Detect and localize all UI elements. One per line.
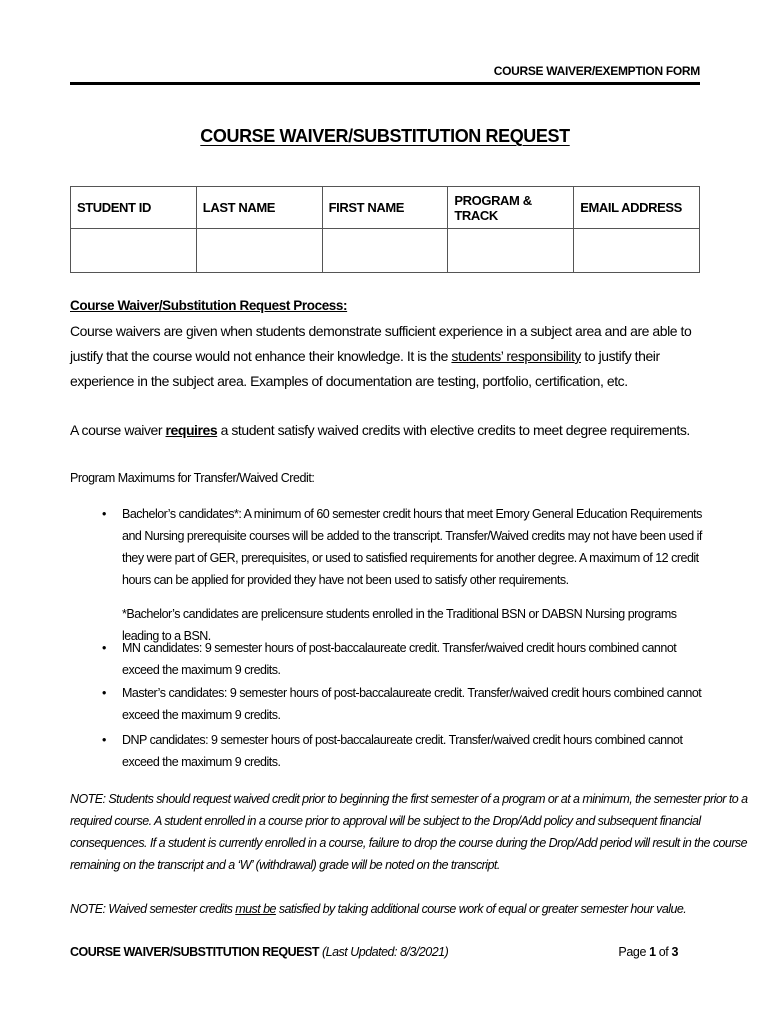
process-p1-b: to justify their experience in the subject area. Examples of documentation are testing, portfolio, certification, etc.	[70, 348, 660, 389]
page-label: Page	[618, 945, 650, 959]
note-waived-credits	[70, 898, 750, 920]
col-last-name: LAST NAME	[196, 187, 322, 229]
col-program-track: PROGRAM & TRACK	[448, 187, 574, 229]
maximums-heading: Program Maximums for Transfer/Waived Credit:	[70, 471, 315, 485]
col-student-id: STUDENT ID	[71, 187, 197, 229]
list-item	[102, 503, 702, 591]
bachelors-text: Bachelor’s candidates*: A minimum of 60 semester credit hours that meet Emory General Education Requirements and Nursing prerequisite courses will be added to the transcript. Transfer/Waived credits may not have been used if they were part of GER, prerequisites, or used to satisfied requirements for another degree. A maximum of 12 credit hours can be applied for provided they have not been used to satisfy other requirements.	[122, 507, 702, 587]
program-track-field[interactable]	[448, 229, 574, 273]
of-label: of	[655, 945, 672, 959]
dnp-text: DNP candidates: 9 semester hours of post-baccalaureate credit. Transfer/waived credit hours combined cannot exceed the maximum 9 credits.	[122, 733, 683, 769]
list-item	[102, 637, 702, 681]
bullet-icon: •	[102, 507, 106, 521]
bullet-icon: •	[102, 641, 106, 655]
page-total: 3	[671, 945, 678, 959]
note2-b: satisfied by taking additional course work of equal or greater semester hour value.	[275, 902, 687, 916]
student-id-field[interactable]	[71, 229, 197, 273]
process-p2-b: a student satisfy waived credits with elective credits to meet degree requirements.	[217, 422, 690, 438]
col-email-address: EMAIL ADDRESS	[574, 187, 700, 229]
page-title	[0, 126, 770, 147]
col-first-name: FIRST NAME	[322, 187, 448, 229]
note-waiver-timing: NOTE: Students should request waived credit prior to beginning the first semester of a program or at a minimum, the semester prior to a required course. A student enrolled in a course prior to approval will be subject to the Drop/Add policy and subsequent financial consequences. If a student is currently enrolled in a course, failure to drop the course during the Drop/Add period will result in the course remaining on the transcript and a ‘W’ (withdrawal) grade will be noted on the transcript.	[70, 792, 748, 872]
note2-a: NOTE: Waived semester credits	[70, 902, 236, 916]
table-input-row	[71, 229, 700, 273]
bullet-icon: •	[102, 686, 106, 700]
bullet-icon: •	[102, 733, 106, 747]
note2-underline: must be	[235, 902, 276, 916]
list-item	[102, 682, 702, 726]
process-p1-a: Course waivers are given when students demonstrate sufficient experience in a subject area and are able to justify that the course would not enhance their knowledge. It is the	[70, 323, 692, 364]
footer-title: COURSE WAIVER/SUBSTITUTION REQUEST	[70, 945, 319, 959]
footer-updated: (Last Updated: 8/3/2021)	[321, 945, 449, 959]
table-header-row	[71, 187, 700, 229]
requires-paragraph	[70, 418, 702, 443]
process-paragraph	[70, 319, 702, 394]
bachelors-note-text: *Bachelor’s candidates are prelicensure students enrolled in the Traditional BSN or DABSN Nursing programs leading to a BSN.	[122, 607, 677, 643]
mn-text: MN candidates: 9 semester hours of post-baccalaureate credit. Transfer/waived credit hours combined cannot exceed the maximum 9 credits.	[122, 641, 677, 677]
footer-form-name	[70, 945, 448, 959]
student-info-table	[70, 186, 700, 273]
process-p1-underline: students’ responsibility	[451, 348, 581, 364]
email-address-field[interactable]	[574, 229, 700, 273]
last-name-field[interactable]	[196, 229, 322, 273]
list-item	[102, 729, 702, 773]
page-title-text: COURSE WAIVER/SUBSTITUTION REQUEST	[200, 126, 570, 146]
process-heading: Course Waiver/Substitution Request Process:	[70, 298, 348, 313]
page-number: 1	[649, 945, 656, 959]
header-rule	[70, 82, 700, 85]
process-p2-bold: requires	[165, 422, 218, 438]
page-indicator	[618, 945, 678, 959]
first-name-field[interactable]	[322, 229, 448, 273]
process-p2-a: A course waiver	[70, 422, 166, 438]
form-label: COURSE WAIVER/EXEMPTION FORM	[493, 64, 700, 78]
masters-text: Master’s candidates: 9 semester hours of post-baccalaureate credit. Transfer/waived credit hours combined cannot exceed the maximum 9 credits.	[122, 686, 702, 722]
